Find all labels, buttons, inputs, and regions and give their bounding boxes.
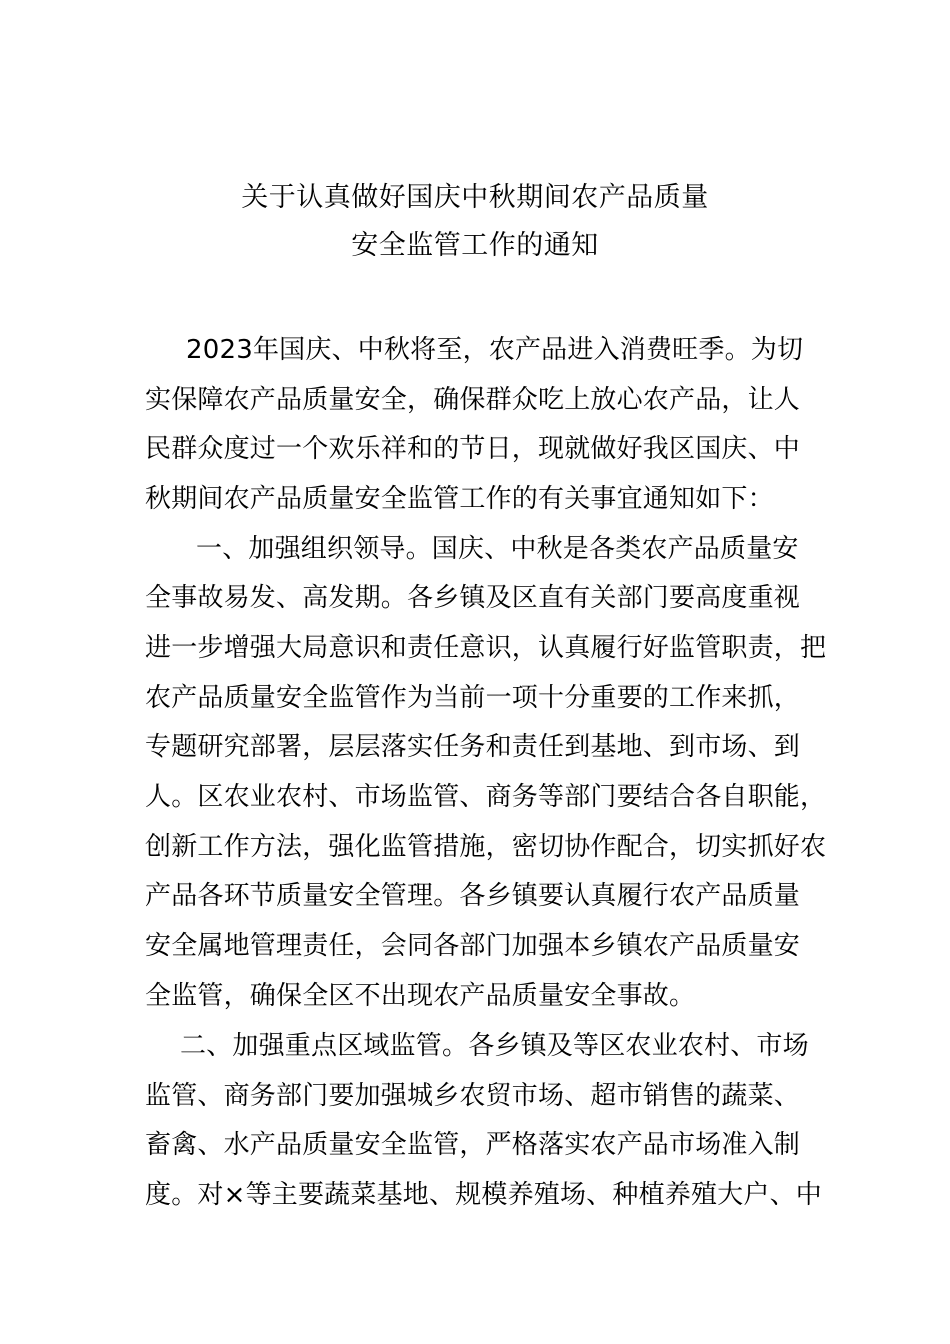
body-line: 全监管，确保全区不出现农产品质量安全事故。 [145, 981, 696, 1011]
body-line: 专题研究部署，层层落实任务和责任到基地、到市场、到 [145, 732, 801, 762]
body-line: 民群众度过一个欢乐祥和的节日，现就做好我区国庆、中 [145, 434, 801, 464]
body-line: 创新工作方法，强化监管措施，密切协作配合，切实抓好农 [145, 832, 827, 862]
body-line: 农产品质量安全监管作为当前一项十分重要的工作来抓， [145, 683, 801, 713]
document-title-line-1: 关于认真做好国庆中秋期间农产品质量 [241, 182, 709, 213]
body-line: 监管、商务部门要加强城乡农贸市场、超市销售的蔬菜、 [145, 1081, 801, 1111]
body-line: 度。对×等主要蔬菜基地、规模养殖场、种植养殖大户、中 [145, 1180, 822, 1210]
body-line: 二、加强重点区域监管。各乡镇及等区农业农村、市场 [180, 1031, 809, 1061]
body-line: 进一步增强大局意识和责任意识，认真履行好监管职责，把 [145, 633, 827, 663]
body-line: 一、加强组织领导。国庆、中秋是各类农产品质量安 [196, 534, 799, 564]
body-line: 产品各环节质量安全管理。各乡镇要认真履行农产品质量 [145, 881, 801, 911]
body-line: 全事故易发、高发期。各乡镇及区直有关部门要高度重视 [145, 583, 801, 613]
document-title-line-2: 安全监管工作的通知 [351, 230, 599, 261]
body-line: 人。区农业农村、市场监管、商务等部门要结合各自职能， [145, 782, 827, 812]
body-line: 秋期间农产品质量安全监管工作的有关事宜通知如下： [145, 484, 774, 514]
body-line: 实保障农产品质量安全，确保群众吃上放心农产品，让人 [145, 385, 801, 415]
body-line: 2023年国庆、中秋将至，农产品进入消费旺季。为切 [186, 335, 804, 365]
body-line: 畜禽、水产品质量安全监管，严格落实农产品市场准入制 [145, 1130, 801, 1160]
body-line: 安全属地管理责任，会同各部门加强本乡镇农产品质量安 [145, 931, 801, 961]
